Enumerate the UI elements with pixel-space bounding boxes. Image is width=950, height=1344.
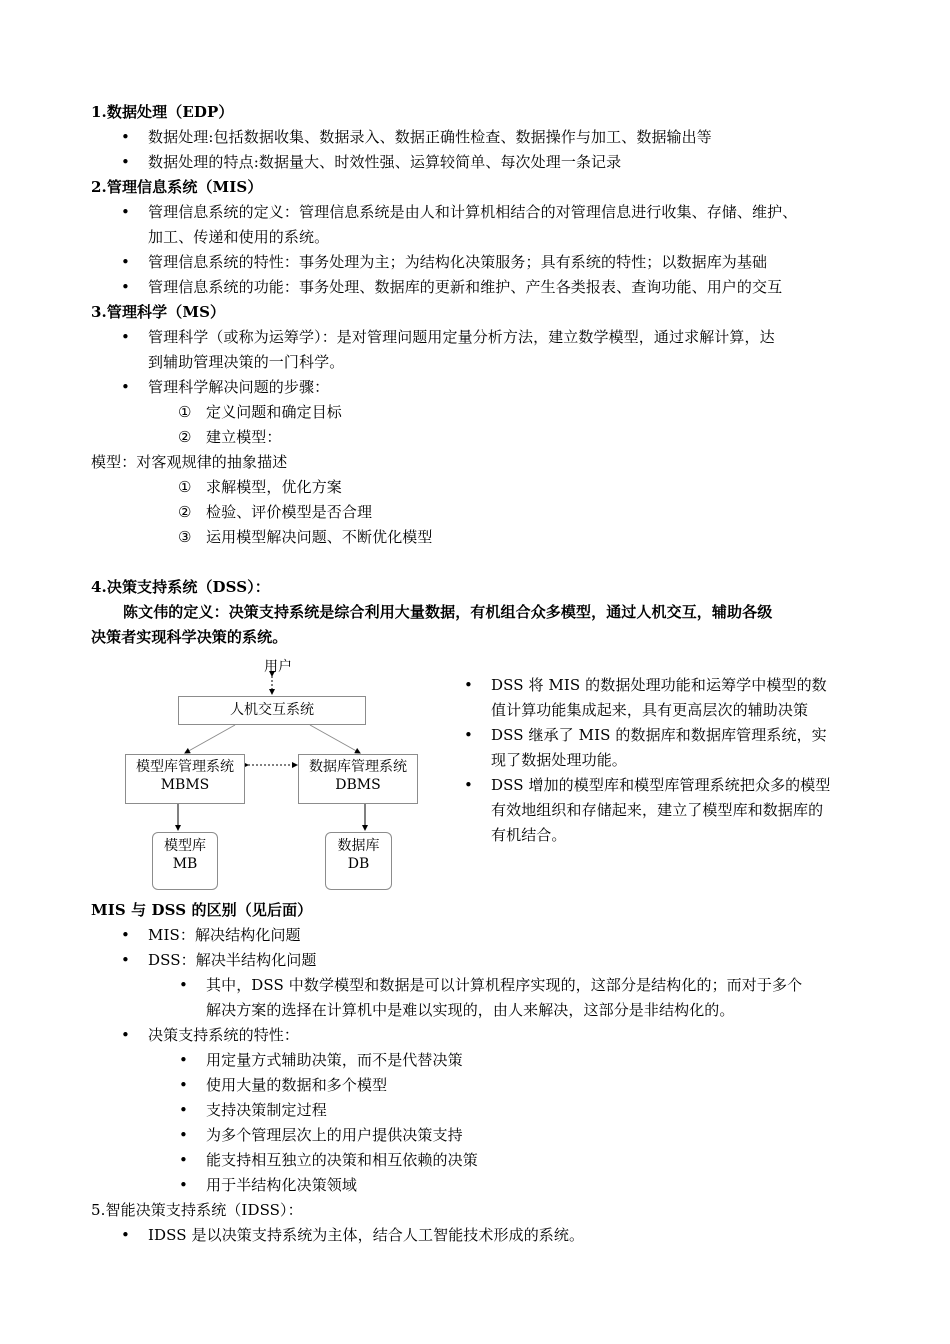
dss-point: • DSS 增加的模型库和模型库管理系统把众多的模型: [491, 773, 831, 798]
trait-item: • 能支持相互独立的决策和相互依赖的决策: [206, 1148, 478, 1173]
step-number: ②: [178, 428, 192, 446]
section2-heading: 2.管理信息系统（MIS）: [91, 178, 263, 196]
step-text: 运用模型解决问题、不断优化模型: [206, 528, 433, 546]
list-item: • 管理科学解决问题的步骤：: [148, 375, 329, 400]
list-item: • 管理信息系统的特性：事务处理为主；为结构化决策服务；具有系统的特性；以数据库为基础: [148, 250, 767, 275]
mbms-label-en: MBMS: [160, 777, 210, 793]
section4-heading: 4.决策支持系统（DSS）：: [91, 578, 270, 596]
dss-definition: 陈文伟的定义：决策支持系统是综合利用大量数据，有机组合众多模型，通过人机交互，辅助各级: [123, 603, 773, 621]
trait-item: • 用于半结构化决策领域: [206, 1173, 357, 1198]
dbms-box: [298, 754, 418, 804]
hci-label: 人机交互系统: [230, 702, 314, 718]
list-item: • DSS：解决半结构化问题: [148, 948, 317, 973]
section5-heading: 5.智能决策支持系统（IDSS）：: [91, 1201, 303, 1219]
dss-definition-continuation: 决策者实现科学决策的系统。: [91, 628, 288, 646]
step-number: ③: [178, 528, 192, 546]
list-item: • 管理信息系统的功能：事务处理、数据库的更新和维护、产生各类报表、查询功能、用户的交互: [148, 275, 782, 300]
user-label: 用户: [264, 659, 292, 675]
hci-dbms-connector: [310, 725, 360, 753]
trait-item: • 用定量方式辅助决策，而不是代替决策: [206, 1048, 463, 1073]
list-item: • MIS：解决结构化问题: [148, 923, 301, 948]
db-label-cn: 数据库: [337, 838, 380, 854]
dbms-label-cn: 数据库管理系统: [309, 759, 407, 775]
dss-point: • DSS 将 MIS 的数据处理功能和运筹学中模型的数: [491, 673, 827, 698]
sub-list-item-continuation: 解决方案的选择在计算机中是难以实现的，由人来解决，这部分是非结构化的。: [206, 1001, 735, 1019]
model-base-box: [152, 832, 218, 890]
mbms-label-cn: 模型库管理系统: [136, 759, 234, 775]
step-number: ①: [178, 478, 192, 496]
trait-item: • 支持决策制定过程: [206, 1098, 327, 1123]
trait-item: • 使用大量的数据和多个模型: [206, 1073, 387, 1098]
step-text: 检验、评价模型是否合理: [206, 503, 373, 521]
list-item-continuation: 加工、传递和使用的系统。: [148, 228, 330, 246]
section3-heading: 3.管理科学（MS）: [91, 303, 226, 321]
dss-point-continuation: 有效地组织和存储起来，建立了模型库和数据库的: [491, 801, 824, 819]
dss-architecture-diagram: [120, 655, 430, 895]
step-text: 求解模型，优化方案: [206, 478, 342, 496]
dbms-label-en: DBMS: [335, 777, 381, 793]
step-text: 定义问题和确定目标: [206, 403, 342, 421]
dss-point: • DSS 继承了 MIS 的数据库和数据库管理系统，实: [491, 723, 827, 748]
list-item: • IDSS 是以决策支持系统为主体，结合人工智能技术形成的系统。: [148, 1223, 584, 1248]
list-item: • 数据处理的特点:数据量大、时效性强、运算较简单、每次处理一条记录: [148, 150, 621, 175]
mb-label-en: MB: [172, 856, 198, 872]
model-note: 模型：对客观规律的抽象描述: [91, 453, 288, 471]
database-box: [325, 832, 392, 890]
section1-heading: 1.数据处理（EDP）: [91, 103, 234, 121]
mbms-box: [125, 754, 245, 804]
list-item: • 管理科学（或称为运筹学）：是对管理问题用定量分析方法，建立数学模型，通过求解计算，达: [148, 325, 775, 350]
dss-point-continuation: 现了数据处理功能。: [491, 751, 627, 769]
list-item: • 决策支持系统的特性：: [148, 1023, 299, 1048]
db-label-en: DB: [347, 856, 370, 872]
list-item: • 数据处理:包括数据收集、数据录入、数据正确性检查、数据操作与加工、数据输出等: [148, 125, 712, 150]
dss-point-continuation: 值计算功能集成起来，具有更高层次的辅助决策: [491, 701, 809, 719]
compare-heading: MIS 与 DSS 的区别（见后面）: [91, 901, 313, 919]
dss-point-continuation: 有机结合。: [491, 826, 567, 844]
step-number: ②: [178, 503, 192, 521]
hci-mbms-connector: [185, 725, 235, 753]
list-item-continuation: 到辅助管理决策的一门科学。: [148, 353, 345, 371]
hci-system-box: [178, 696, 366, 725]
sub-list-item: • 其中，DSS 中数学模型和数据是可以计算机程序实现的，这部分是结构化的；而对于多个: [206, 973, 802, 998]
step-text: 建立模型：: [206, 428, 282, 446]
list-item: • 管理信息系统的定义：管理信息系统是由人和计算机相结合的对管理信息进行收集、存储、维护、: [148, 200, 797, 225]
trait-item: • 为多个管理层次上的用户提供决策支持: [206, 1123, 463, 1148]
step-number: ①: [178, 403, 192, 421]
mb-label-cn: 模型库: [164, 838, 206, 854]
